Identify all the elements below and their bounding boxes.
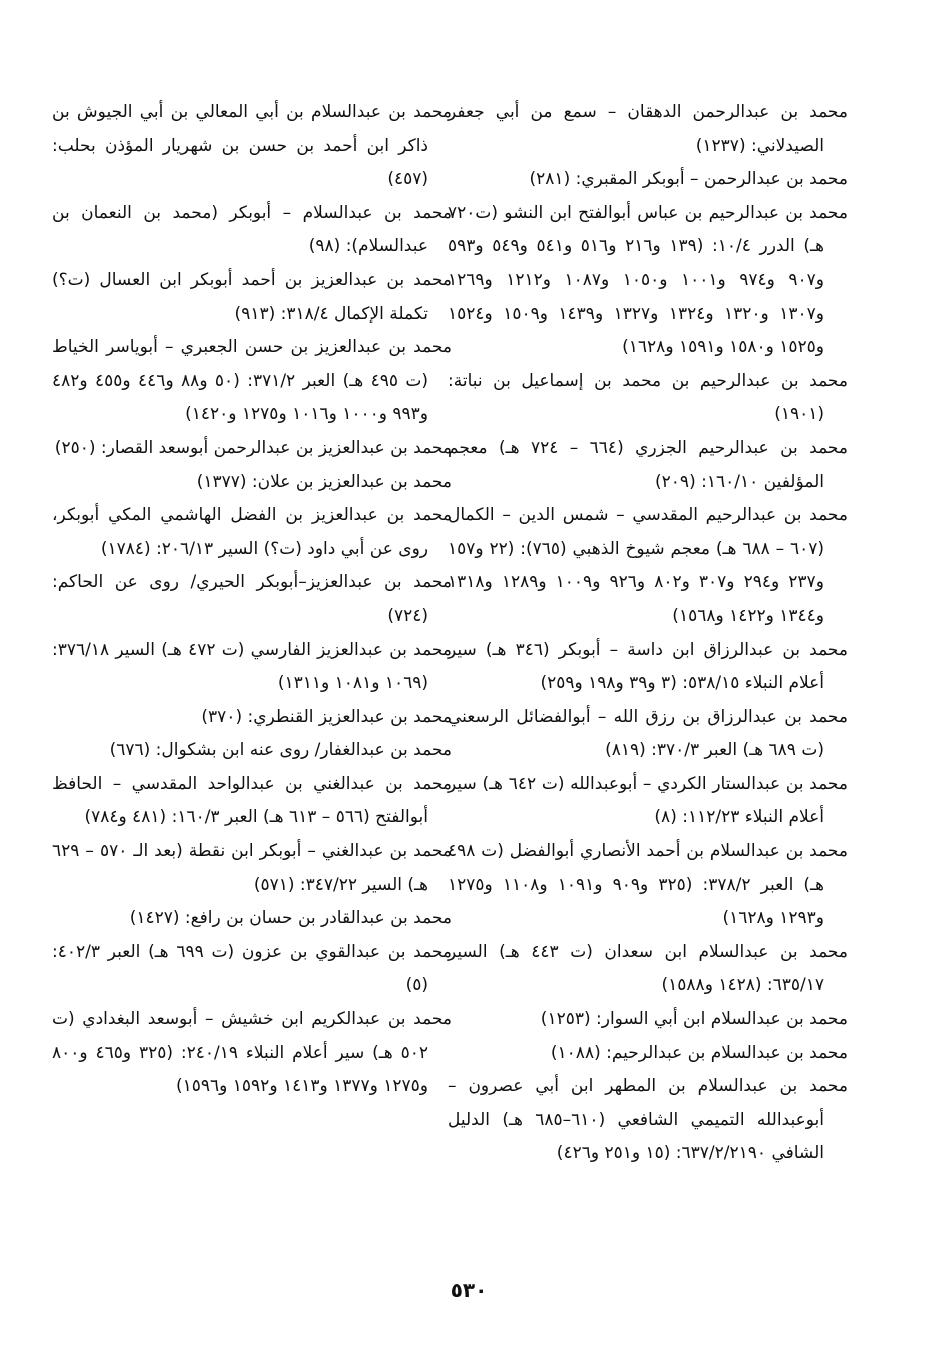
index-entry: محمد بن عبدالعزيز القنطري: (٣٧٠)	[201, 706, 452, 727]
index-entry: محمد بن عبدالغفار/ روى عنه ابن بشكوال: (٦٧٦)	[109, 740, 452, 761]
index-entry: محمد بن عبدالرحيم بن محمد بن إسماعيل بن نباتة: (١٩٠١)	[448, 370, 848, 425]
page-number: ٥٣٠	[450, 1278, 488, 1302]
index-entry: محمد بن عبدالسلام ابن أبي السوار: (١٢٥٣)	[540, 1009, 848, 1030]
left-column	[52, 96, 452, 1104]
index-entry: محمد بن عبدالقوي بن عزون (ت ٦٩٩ هـ) العبر ٤٠٢/٣: (٥)	[52, 941, 452, 996]
index-entry: محمد بن عبدالرحيم بن عباس أبوالفتح ابن النشو (ت٧٢٠ هـ) الدرر ١٠/٤: (١٣٩ و٢١٦ و٥١٦ و٥٤١ و٥٤٩ و٥٩٣ و٩٠٧ و٩٧٤ و١٠٠١ و١٠٥٠ و١٠٨٧ و١٢١٢ و١٢٦٩ و١٣٠٧ و١٣٢٠ و١٣٢٤ و١٣٢٧ و١٤٣٩ و١٥٠٩ و١٥٢٤ و١٥٢٥ و١٥٨٠ و١٥٩١ و١٦٢٨)	[448, 202, 848, 358]
index-entry: محمد بن عبدالعزيز بن أحمد أبوبكر ابن العسال (ت؟) تكملة الإكمال ٣١٨/٤: (٩١٣)	[52, 269, 452, 324]
index-entry: محمد بن عبدالسلام – أبوبكر (محمد بن النعمان بن عبدالسلام): (٩٨)	[52, 202, 452, 257]
index-entry: محمد بن عبدالسلام ابن سعدان (ت ٤٤٣ هـ) السير ٦٣٥/١٧: (١٤٢٨ و١٥٨٨)	[448, 941, 849, 996]
index-entry: محمد بن عبدالرحمن الدهقان – سمع من أبي جعفر الصيدلاني: (١٢٣٧)	[448, 102, 848, 156]
index-entry: محمد بن عبدالغني – أبوبكر ابن نقطة (بعد الـ ٥٧٠ – ٦٢٩ هـ) السير ٣٤٧/٢٢: (٥٧١)	[52, 841, 453, 895]
index-entry: محمد بن عبدالعزيز الفارسي (ت ٤٧٢ هـ) السير ٣٧٦/١٨: (١٠٦٩ و١٠٨١ و١٣١١)	[52, 639, 452, 694]
index-entry: محمد بن عبدالعزيز بن حسن الجعبري – أبوياسر الخياط (ت ٤٩٥ هـ) العبر ٣٧١/٢: (٥٠ و٨٨ و٤٤٦ و٤٥٥ و٤٨٢ و٩٩٣ و١٠٠٠ و١٠١٦ و١٢٧٥ و١٤٢٠)	[52, 337, 452, 425]
index-entry: محمد بن عبدالرحيم المقدسي – شمس الدين – الكمال (٦٠٧ – ٦٨٨ هـ) معجم شيوخ الذهبي (٧٦٥): (٢٢ و١٥٧ و٢٣٧ و٢٩٤ و٣٠٧ و٨٠٢ و٩٢٦ و١٠٠٩ و١٢٨٩ و١٣١٨ و١٣٤٤ و١٤٢٢ و١٥٦٨)	[448, 505, 848, 626]
index-entry: محمد بن عبدالعزيز–أبوبكر الحيري/ روى عن الحاكم: (٧٢٤)	[52, 572, 452, 626]
index-entry: محمد بن عبدالسلام بن أحمد الأنصاري أبوالفضل (ت ٤٩٨ هـ) العبر ٣٧٨/٢: (٣٢٥ و٩٠٩ و١٠٩١ و١١٠٨ و١٢٧٥ و١٢٩٣ و١٦٢٨)	[448, 841, 848, 929]
index-entry: محمد بن عبدالسلام بن أبي المعالي بن أبي الجيوش بن ذاكر ابن أحمد بن حسن بن شهريار المؤذن بحلب: (٤٥٧)	[52, 102, 452, 190]
index-entry: محمد بن عبدالرحمن – أبوبكر المقبري: (٢٨١)	[529, 169, 848, 190]
index-entry: محمد بن عبدالرزاق بن رزق الله – أبوالفضائل الرسعني (ت ٦٨٩ هـ) العبر ٣٧٠/٣: (٨١٩)	[448, 706, 848, 761]
index-entry: محمد بن عبدالستار الكردي – أبوعبدالله (ت ٦٤٢ هـ) سير أعلام النبلاء ١١٢/٢٣: (٨)	[448, 773, 848, 828]
index-entry: محمد بن عبدالكريم ابن خشيش – أبوسعد البغدادي (ت ٥٠٢ هـ) سير أعلام النبلاء ٢٤٠/١٩: (٣٢٥ و٤٦٥ و٨٠٠ و١٢٧٥ و١٣٧٧ و١٤١٣ و١٥٩٢ و١٥٩٦)	[52, 1009, 452, 1097]
index-entry: محمد بن عبدالسلام بن المطهر ابن أبي عصرون – أبوعبدالله التميمي الشافعي (٦١٠–٦٨٥ هـ) الدليل الشافي ٦٣٧/٢/٢١٩٠: (١٥ و٢٥١ و٤٢٦)	[448, 1076, 848, 1164]
index-entry: محمد بن عبدالرزاق ابن داسة – أبوبكر (٣٤٦ هـ) سير أعلام النبلاء ٥٣٨/١٥: (٣ و٣٩ و١٩٨ و٢٥٩)	[448, 639, 848, 694]
index-entry: محمد بن عبدالرحيم الجزري (٦٦٤ – ٧٢٤ هـ) معجم المؤلفين ١٦٠/١٠: (٢٠٩)	[448, 437, 848, 492]
index-entry: محمد بن عبدالسلام بن عبدالرحيم: (١٠٨٨)	[550, 1042, 848, 1063]
index-entry: محمد بن عبدالعزيز بن عبدالرحمن أبوسعد القصار: (٢٥٠)	[54, 437, 452, 458]
right-column	[448, 96, 848, 1171]
index-entry: محمد بن عبدالعزيز بن علان: (١٣٧٧)	[196, 471, 452, 492]
index-entry: محمد بن عبدالغني بن عبدالواحد المقدسي – الحافظ أبوالفتح (٥٦٦ – ٦١٣ هـ) العبر ١٦٠/٣: (٤٨١ و٧٨٤)	[52, 773, 452, 828]
index-entry: محمد بن عبدالعزيز بن الفضل الهاشمي المكي أبوبكر، روى عن أبي داود (ت؟) السير ٢٠٦/١٣: (١٧٨٤)	[52, 505, 452, 559]
index-entry: محمد بن عبدالقادر بن حسان بن رافع: (١٤٢٧)	[129, 908, 452, 929]
